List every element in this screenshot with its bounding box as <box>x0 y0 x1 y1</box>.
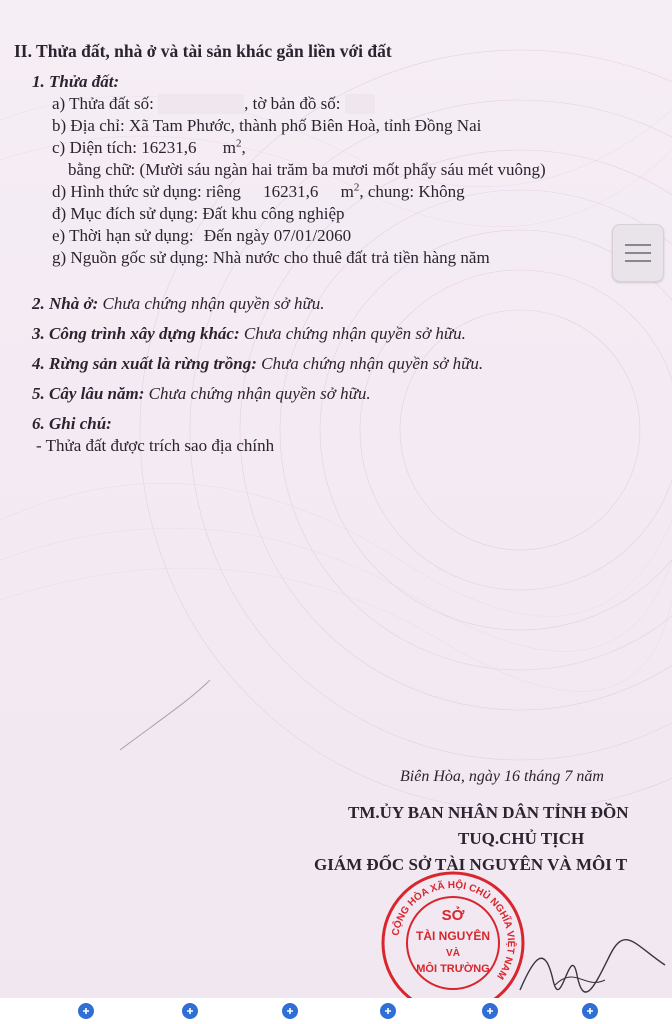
redacted-parcel-number <box>158 94 244 114</box>
hamburger-menu-icon <box>625 244 651 246</box>
signing-role: TUQ.CHỦ TỊCH <box>458 829 585 848</box>
usage-unit: m <box>340 182 354 201</box>
land-area-words: bằng chữ: (Mười sáu ngàn hai trăm ba mươi mốt phẩy sáu mét vuông) <box>68 160 546 179</box>
toolbar-badge-icon[interactable] <box>380 1003 396 1019</box>
land-heading: 1. Thửa đất: <box>32 72 120 91</box>
handwritten-signature <box>515 935 672 995</box>
place-date: Biên Hòa, ngày 16 tháng 7 năm <box>400 768 604 785</box>
map-sheet-label: , tờ bản đồ số: <box>244 94 341 113</box>
toolbar-badge-icon[interactable] <box>582 1003 598 1019</box>
official-seal <box>378 868 528 1018</box>
usage-purpose: đ) Mục đích sử dụng: Đất khu công nghiệp <box>52 204 345 223</box>
toolbar-badge-icon[interactable] <box>482 1003 498 1019</box>
redacted-map-number <box>345 94 375 114</box>
seal-text-and: VÀ <box>446 948 460 959</box>
usage-term-value: Đến ngày 07/01/2060 <box>203 226 352 245</box>
seal-text-mid: TÀI NGUYÊN <box>415 929 491 943</box>
usage-unit-sup: 2 <box>353 181 360 194</box>
land-a-line <box>52 94 375 114</box>
seal-text-top: SỞ <box>441 907 465 924</box>
bottom-toolbar <box>0 998 672 1024</box>
floating-menu-button[interactable] <box>612 224 664 282</box>
usage-term-label: e) Thời hạn sử dụng: <box>52 226 194 245</box>
construction-heading: 3. Công trình xây dựng khác: <box>32 324 240 343</box>
area-unit-sup: 2 <box>235 137 242 150</box>
area-unit: m <box>222 138 236 157</box>
toolbar-badge-icon[interactable] <box>182 1003 198 1019</box>
usage-shared: , chung: Không <box>359 182 465 201</box>
perennial-line <box>32 384 371 404</box>
forest-value: Chưa chứng nhận quyền sở hữu. <box>261 354 484 373</box>
perennial-value: Chưa chứng nhận quyền sở hữu. <box>148 384 371 403</box>
perennial-heading: 5. Cây lâu năm: <box>32 384 145 403</box>
house-value: Chưa chứng nhận quyền sở hữu. <box>102 294 325 313</box>
usage-form-label: d) Hình thức sử dụng: riêng <box>52 182 241 201</box>
seal-ring-text: CỘNG HÒA XÃ HỘI CHỦ NGHĨA VIỆT NAM <box>390 879 517 982</box>
hamburger-line <box>625 260 651 262</box>
toolbar-badge-icon[interactable] <box>78 1003 94 1019</box>
house-line <box>32 294 325 314</box>
hamburger-line <box>625 252 651 254</box>
forest-line <box>32 354 483 374</box>
signing-title: GIÁM ĐỐC SỞ TÀI NGUYÊN VÀ MÔI T <box>314 855 628 874</box>
usage-origin: g) Nguồn gốc sử dụng: Nhà nước cho thuê đất trả tiền hàng năm <box>52 248 490 267</box>
land-address: b) Địa chỉ: Xã Tam Phước, thành phố Biên Hoà, tỉnh Đồng Nai <box>52 116 482 135</box>
land-parcel-label: a) Thửa đất số: <box>52 94 154 113</box>
toolbar-badge-icon[interactable] <box>282 1003 298 1019</box>
forest-heading: 4. Rừng sản xuất là rừng trồng: <box>32 354 257 373</box>
signing-organization: TM.ỦY BAN NHÂN DÂN TỈNH ĐỒN <box>348 803 629 822</box>
usage-term-line <box>52 226 351 246</box>
land-area: c) Diện tích: 16231,6 <box>52 138 197 157</box>
house-heading: 2. Nhà ở: <box>32 294 99 313</box>
section-heading: II. Thửa đất, nhà ở và tài sản khác gắn liền với đất <box>14 41 392 61</box>
usage-form-line <box>52 182 465 202</box>
construction-value: Chưa chứng nhận quyền sở hữu. <box>243 324 466 343</box>
area-tail: , <box>241 138 246 157</box>
construction-line <box>32 324 466 344</box>
seal-text-bottom: MÔI TRƯỜNG <box>416 963 490 975</box>
notes-heading: 6. Ghi chú: <box>32 414 112 433</box>
usage-form-value: 16231,6 <box>263 182 319 201</box>
notes-item: - Thửa đất được trích sao địa chính <box>36 436 275 455</box>
land-area-line <box>52 138 246 158</box>
